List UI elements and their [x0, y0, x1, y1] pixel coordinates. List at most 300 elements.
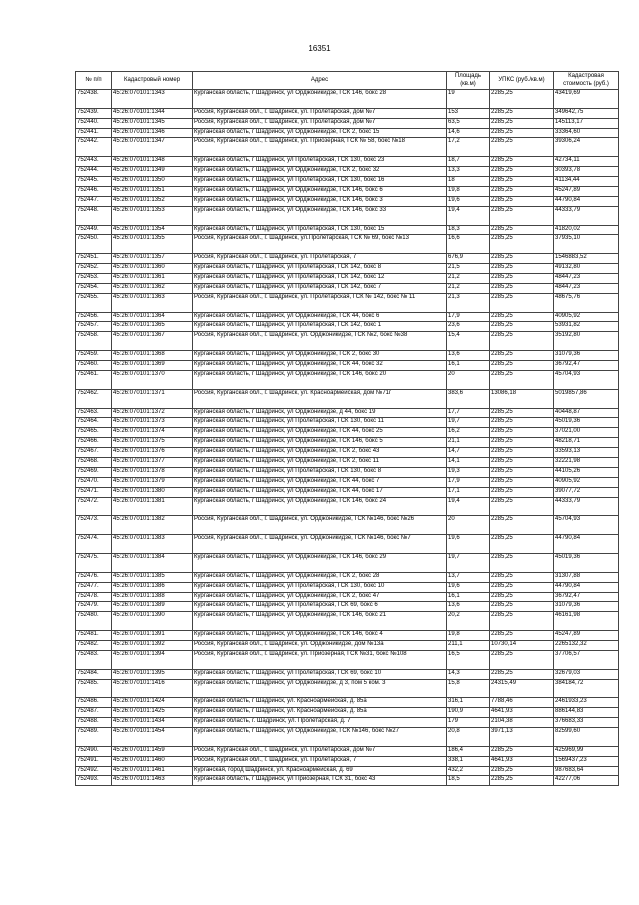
- cell-address: Курганская область, г Шадринск, ул Пролетарская, ГСК 130, бокс 11: [193, 418, 447, 428]
- cell-upks: 2285,25: [490, 322, 554, 332]
- cell-address: Россия, Курганская обл., г. Шадринск, ул. Пролетарская, дом №7: [193, 108, 447, 118]
- cell-num: 752449.: [76, 225, 112, 235]
- cell-area: 211,1: [447, 640, 490, 650]
- table-row: [76, 177, 619, 187]
- cell-num: 752453.: [76, 273, 112, 283]
- cell-cadastral-number: 45:26:070101:1362: [112, 283, 193, 293]
- cell-num: 752441.: [76, 128, 112, 138]
- cell-area: 338,1: [447, 756, 490, 766]
- cell-upks: 2285,25: [490, 457, 554, 467]
- cell-cadastral-cost: 425969,99: [554, 746, 619, 756]
- table-row: [76, 118, 619, 128]
- cell-cadastral-number: 45:26:070101:1375: [112, 438, 193, 448]
- cell-address: Курганская область, г Шадринск, ул Орджоникидзе, ГСК 146, бокс 3: [193, 196, 447, 206]
- table-row: [76, 322, 619, 332]
- cell-cadastral-number: 45:26:070101:1380: [112, 487, 193, 497]
- cell-address: Россия, Курганская обл., г. Шадринск, ул.Пролетарская, ГСК № 69, бокс №13: [193, 235, 447, 254]
- cell-area: 316,1: [447, 698, 490, 708]
- table-row: [76, 708, 619, 718]
- cell-address: Курганская область, г Шадринск, ул Орджоникидзе, ГСК 146, бокс 28: [193, 90, 447, 109]
- cell-area: 19,6: [447, 535, 490, 554]
- cell-cadastral-number: 45:26:070101:1379: [112, 477, 193, 487]
- cell-cadastral-number: 45:26:070101:1352: [112, 196, 193, 206]
- table-row: [76, 640, 619, 650]
- cell-cadastral-number: 45:26:070101:1372: [112, 408, 193, 418]
- cell-area: 19,8: [447, 631, 490, 641]
- cell-num: 752460.: [76, 361, 112, 371]
- cell-address: Курганская область, г Шадринск, ул Орджоникидзе, д 44, бокс 19: [193, 408, 447, 418]
- cell-num: 752488.: [76, 718, 112, 728]
- cell-cadastral-number: 45:26:070101:1390: [112, 612, 193, 631]
- cell-address: Курганская область, г Шадринск, ул Пролетарская, ГСК 142, бокс 1: [193, 322, 447, 332]
- cell-address: Россия, Курганская обл., г. Шадринск, ул. Орджоникидзе, ГСК №146, бокс №26: [193, 516, 447, 535]
- table-row: [76, 553, 619, 572]
- table-row: [76, 582, 619, 592]
- cell-area: 19,7: [447, 418, 490, 428]
- cell-cadastral-cost: 49132,80: [554, 264, 619, 274]
- cell-upks: 2285,25: [490, 167, 554, 177]
- cell-address: Курганская область, г Шадринск, ул Приозерная, ГСК 31, бокс 43: [193, 776, 447, 786]
- cell-area: 13,6: [447, 602, 490, 612]
- table-row: [76, 572, 619, 582]
- table-row: [76, 535, 619, 554]
- cell-cadastral-cost: 53931,82: [554, 322, 619, 332]
- cell-cadastral-number: 45:26:070101:1434: [112, 718, 193, 728]
- table-row: [76, 206, 619, 225]
- table-row: [76, 516, 619, 535]
- cell-upks: 2285,25: [490, 418, 554, 428]
- cell-num: 752482.: [76, 640, 112, 650]
- cell-address: Россия, Курганская обл., г. Шадринск, ул. Пролетарская, 7: [193, 756, 447, 766]
- cell-address: Курганская область, г Шадринск, ул. Красноармейская, д. 85а: [193, 708, 447, 718]
- cell-address: Курганская область, г Шадринск, ул Орджоникидзе, ГСК 44, бокс 17: [193, 487, 447, 497]
- cell-upks: 2285,25: [490, 177, 554, 187]
- cell-area: 676,9: [447, 254, 490, 264]
- cell-upks: 2285,25: [490, 408, 554, 418]
- cell-area: 20,2: [447, 612, 490, 631]
- cell-upks: 2285,25: [490, 351, 554, 361]
- cell-cadastral-cost: 41134,44: [554, 177, 619, 187]
- cell-num: 752467.: [76, 448, 112, 458]
- cell-num: 752485.: [76, 679, 112, 698]
- cell-num: 752459.: [76, 351, 112, 361]
- cell-area: 18: [447, 177, 490, 187]
- cell-upks: 2285,25: [490, 90, 554, 109]
- header-cadastral-number: Кадастровый номер: [112, 72, 193, 90]
- cell-cadastral-number: 45:26:070101:1365: [112, 322, 193, 332]
- cell-upks: 2285,25: [490, 157, 554, 167]
- cell-upks: 2285,25: [490, 225, 554, 235]
- cadastral-table: [75, 71, 619, 786]
- cell-area: 14,3: [447, 669, 490, 679]
- cell-address: Курганская область, г. Шадринск, ул. Пролетарская, д. 7: [193, 718, 447, 728]
- cell-upks: 2285,25: [490, 582, 554, 592]
- cell-upks: 2285,25: [490, 273, 554, 283]
- cell-upks: 24315,49: [490, 679, 554, 698]
- cell-num: 752440.: [76, 118, 112, 128]
- cell-cadastral-cost: 44790,84: [554, 196, 619, 206]
- table-header-row: [76, 72, 619, 90]
- table-row: [76, 293, 619, 312]
- cell-area: 16,6: [447, 235, 490, 254]
- cell-num: 752491.: [76, 756, 112, 766]
- cell-area: 16,1: [447, 361, 490, 371]
- cell-num: 752466.: [76, 438, 112, 448]
- cell-cadastral-cost: 42734,11: [554, 157, 619, 167]
- cell-num: 752463.: [76, 408, 112, 418]
- cell-upks: 2285,25: [490, 370, 554, 389]
- cell-num: 752472.: [76, 497, 112, 516]
- cell-cadastral-cost: 36792,47: [554, 592, 619, 602]
- cell-num: 752447.: [76, 196, 112, 206]
- cell-area: 179: [447, 718, 490, 728]
- cell-address: Россия, Курганская обл., г. Шадринск, ул. Красноармейская, дом №71г: [193, 389, 447, 408]
- cell-upks: 2285,25: [490, 186, 554, 196]
- cell-cadastral-number: 45:26:070101:1460: [112, 756, 193, 766]
- cell-cadastral-number: 45:26:070101:1357: [112, 254, 193, 264]
- cell-cadastral-cost: 1546883,52: [554, 254, 619, 264]
- table-row: [76, 448, 619, 458]
- table-row: [76, 592, 619, 602]
- cell-area: 21,3: [447, 293, 490, 312]
- cell-num: 752465.: [76, 428, 112, 438]
- cell-area: 21,2: [447, 273, 490, 283]
- cell-cadastral-number: 45:26:070101:1360: [112, 264, 193, 274]
- cell-address: Курганская область, г Шадринск, ул Орджоникидзе, ГСК 146, бокс 33: [193, 206, 447, 225]
- cell-address: Курганская область, г Шадринск, ул Орджоникидзе, ГСК 2, бокс 47: [193, 592, 447, 602]
- cell-area: 15,8: [447, 679, 490, 698]
- cell-address: Россия, Курганская обл., г. Шадринск, ул. Орджоникидзе, дом №13а: [193, 640, 447, 650]
- cell-address: Курганская область, г Шадринск, ул Орджоникидзе, д 3, пом 5 ком. 3: [193, 679, 447, 698]
- cell-num: 752470.: [76, 477, 112, 487]
- cell-area: 19: [447, 90, 490, 109]
- table-row: [76, 157, 619, 167]
- table-row: [76, 351, 619, 361]
- table-row: [76, 138, 619, 157]
- cell-num: 752480.: [76, 612, 112, 631]
- cell-address: Россия, Курганская обл., г. Шадринск, ул. Пролетарская, дом №7: [193, 746, 447, 756]
- cell-upks: 2285,25: [490, 602, 554, 612]
- table-row: [76, 487, 619, 497]
- cell-area: 17,2: [447, 138, 490, 157]
- cell-cadastral-cost: 48447,23: [554, 283, 619, 293]
- cell-num: 752456.: [76, 312, 112, 322]
- cell-cadastral-cost: 48218,71: [554, 438, 619, 448]
- cell-cadastral-number: 45:26:070101:1392: [112, 640, 193, 650]
- cell-upks: 2104,38: [490, 718, 554, 728]
- cell-cadastral-cost: 39306,24: [554, 138, 619, 157]
- cell-cadastral-number: 45:26:070101:1348: [112, 157, 193, 167]
- table-row: [76, 698, 619, 708]
- cell-cadastral-number: 45:26:070101:1382: [112, 516, 193, 535]
- cell-cadastral-cost: 31079,36: [554, 602, 619, 612]
- cell-area: 19,4: [447, 206, 490, 225]
- cell-num: 752455.: [76, 293, 112, 312]
- cell-num: 752469.: [76, 467, 112, 477]
- cell-cadastral-cost: 45704,93: [554, 370, 619, 389]
- cell-num: 752468.: [76, 457, 112, 467]
- cell-num: 752476.: [76, 572, 112, 582]
- cell-address: Россия, Курганская обл., г. Шадринск, ул. Пролетарская, дом №7: [193, 118, 447, 128]
- cell-cadastral-cost: 35192,80: [554, 332, 619, 351]
- cell-area: 383,6: [447, 389, 490, 408]
- cell-num: 752489.: [76, 728, 112, 747]
- cell-cadastral-number: 45:26:070101:1385: [112, 572, 193, 582]
- cell-address: Курганская область, г Шадринск, ул Пролетарская, ГСК 130, бокс 8: [193, 467, 447, 477]
- cell-area: 13,6: [447, 351, 490, 361]
- cell-address: Курганская область, г Шадринск, ул Орджоникидзе, ГСК 2, бокс 28: [193, 572, 447, 582]
- cell-upks: 3971,13: [490, 728, 554, 747]
- cell-address: Курганская область, г Шадринск, ул Орджоникидзе, ГСК 44, бокс 32: [193, 361, 447, 371]
- cell-num: 752450.: [76, 235, 112, 254]
- table-row: [76, 756, 619, 766]
- cell-address: Россия, Курганская обл., г. Шадринск, ул. Приозерная, ГСК №31, бокс №108: [193, 650, 447, 669]
- header-num: № п/п: [76, 72, 112, 90]
- table-row: [76, 428, 619, 438]
- cell-num: 752464.: [76, 418, 112, 428]
- cell-upks: 2285,25: [490, 128, 554, 138]
- header-cadastral-cost: Кадастровая стоимость (руб.): [554, 72, 619, 90]
- cell-cadastral-number: 45:26:070101:1454: [112, 728, 193, 747]
- cell-area: 432,2: [447, 766, 490, 776]
- cell-num: 752477.: [76, 582, 112, 592]
- cell-area: 16,1: [447, 592, 490, 602]
- cell-cadastral-number: 45:26:070101:1346: [112, 128, 193, 138]
- cell-cadastral-number: 45:26:070101:1347: [112, 138, 193, 157]
- cell-num: 752487.: [76, 708, 112, 718]
- cell-cadastral-number: 45:26:070101:1386: [112, 582, 193, 592]
- cell-upks: 2285,25: [490, 448, 554, 458]
- cell-cadastral-number: 45:26:070101:1369: [112, 361, 193, 371]
- cell-cadastral-cost: 32221,98: [554, 457, 619, 467]
- cell-address: Курганская область, г Шадринск, ул Пролетарская, ГСК 69, бокс 6: [193, 602, 447, 612]
- cell-upks: 2285,25: [490, 428, 554, 438]
- cell-upks: 2285,25: [490, 108, 554, 118]
- cell-cadastral-cost: 45019,36: [554, 418, 619, 428]
- cell-address: Курганская, город Шадринск, ул. Красноармейская, д. 69: [193, 766, 447, 776]
- table-row: [76, 418, 619, 428]
- table-row: [76, 264, 619, 274]
- table-row: [76, 108, 619, 118]
- cell-area: 21,5: [447, 264, 490, 274]
- cell-cadastral-cost: 40905,92: [554, 477, 619, 487]
- cell-cadastral-cost: 349642,75: [554, 108, 619, 118]
- table-row: [76, 370, 619, 389]
- cell-cadastral-number: 45:26:070101:1370: [112, 370, 193, 389]
- cell-upks: 2285,25: [490, 312, 554, 322]
- cell-upks: 4641,93: [490, 708, 554, 718]
- table-row: [76, 766, 619, 776]
- cell-address: Курганская область, г Шадринск, ул Орджоникидзе, ГСК 2, бокс 43: [193, 448, 447, 458]
- cell-cadastral-cost: 1569437,23: [554, 756, 619, 766]
- cell-cadastral-cost: 48675,76: [554, 293, 619, 312]
- cell-num: 752446.: [76, 186, 112, 196]
- cell-area: 21,2: [447, 283, 490, 293]
- table-row: [76, 283, 619, 293]
- table-row: [76, 631, 619, 641]
- cell-num: 752443.: [76, 157, 112, 167]
- table-row: [76, 718, 619, 728]
- table-row: [76, 438, 619, 448]
- cell-address: Курганская область, г Шадринск, ул Орджоникидзе, ГСК 146, бокс 20: [193, 370, 447, 389]
- cell-area: 21,1: [447, 438, 490, 448]
- cell-num: 752438.: [76, 90, 112, 109]
- cell-cadastral-number: 45:26:070101:1377: [112, 457, 193, 467]
- cell-num: 752448.: [76, 206, 112, 225]
- cell-cadastral-cost: 40448,87: [554, 408, 619, 418]
- cell-address: Курганская область, г Шадринск, ул Орджоникидзе, ГСК №146, бокс №27: [193, 728, 447, 747]
- cell-cadastral-cost: 45247,89: [554, 631, 619, 641]
- table-row: [76, 389, 619, 408]
- cell-area: 20: [447, 370, 490, 389]
- cell-area: 18,3: [447, 225, 490, 235]
- cell-upks: 2285,25: [490, 650, 554, 669]
- table-row: [76, 332, 619, 351]
- table-row: [76, 467, 619, 477]
- cell-cadastral-number: 45:26:070101:1371: [112, 389, 193, 408]
- cell-area: 17,1: [447, 487, 490, 497]
- cell-cadastral-number: 45:26:070101:1388: [112, 592, 193, 602]
- table-row: [76, 669, 619, 679]
- cell-num: 752461.: [76, 370, 112, 389]
- header-upks: УПКС (руб./кв.м): [490, 72, 554, 90]
- table-row: [76, 186, 619, 196]
- cell-upks: 13086,18: [490, 389, 554, 408]
- cell-num: 752474.: [76, 535, 112, 554]
- cell-num: 752439.: [76, 108, 112, 118]
- cell-cadastral-cost: 31079,36: [554, 351, 619, 361]
- cell-upks: 2285,25: [490, 592, 554, 602]
- cell-num: 752484.: [76, 669, 112, 679]
- cell-upks: 2285,25: [490, 497, 554, 516]
- cell-upks: 2285,25: [490, 264, 554, 274]
- table-body: [76, 90, 619, 786]
- cell-area: 19,3: [447, 467, 490, 477]
- cell-area: 13,7: [447, 572, 490, 582]
- table-row: [76, 408, 619, 418]
- cell-cadastral-cost: 987683,64: [554, 766, 619, 776]
- cell-cadastral-number: 45:26:070101:1416: [112, 679, 193, 698]
- cell-address: Россия, Курганская обл., г. Шадринск, ул. Приозерная, ГСК № 58, бокс №18: [193, 138, 447, 157]
- cell-upks: 2285,25: [490, 572, 554, 582]
- table-row: [76, 746, 619, 756]
- cell-address: Курганская область, г Шадринск, ул Пролетарская, ГСК 130, бокс 16: [193, 177, 447, 187]
- cell-upks: 2285,25: [490, 138, 554, 157]
- cell-address: Курганская область, г Шадринск, ул Орджоникидзе, ГСК 146, бокс 6: [193, 186, 447, 196]
- cell-upks: 2285,25: [490, 206, 554, 225]
- cell-cadastral-cost: 44105,26: [554, 467, 619, 477]
- cell-cadastral-cost: 33364,60: [554, 128, 619, 138]
- cell-num: 752444.: [76, 167, 112, 177]
- cell-cadastral-cost: 2265132,32: [554, 640, 619, 650]
- cell-address: Курганская область, г Шадринск, ул Орджоникидзе, ГСК 146, бокс 29: [193, 553, 447, 572]
- table-row: [76, 728, 619, 747]
- cell-area: 17,9: [447, 312, 490, 322]
- cell-address: Курганская область, г Шадринск, ул Орджоникидзе, ГСК 44, бокс 6: [193, 312, 447, 322]
- cell-area: 14,7: [447, 448, 490, 458]
- cell-cadastral-number: 45:26:070101:1389: [112, 602, 193, 612]
- cell-upks: 2285,25: [490, 487, 554, 497]
- cell-upks: 2285,25: [490, 766, 554, 776]
- cell-area: 19,7: [447, 553, 490, 572]
- cell-cadastral-cost: 36792,47: [554, 361, 619, 371]
- cell-cadastral-number: 45:26:070101:1343: [112, 90, 193, 109]
- cell-upks: 4641,93: [490, 756, 554, 766]
- cell-address: Россия, Курганская обл., г. Шадринск, ул. Орджоникидзе, ГСК №2, бокс №38: [193, 332, 447, 351]
- table-row: [76, 254, 619, 264]
- cell-address: Курганская область, г Шадринск, ул Пролетарская, ГСК 142, бокс 12: [193, 273, 447, 283]
- header-address: Адрес: [193, 72, 447, 90]
- cell-cadastral-cost: 42277,06: [554, 776, 619, 786]
- cell-upks: 2285,25: [490, 477, 554, 487]
- cell-upks: 2285,25: [490, 196, 554, 206]
- cell-address: Курганская область, г Шадринск, ул Пролетарская, ГСК 142, бокс 7: [193, 283, 447, 293]
- cell-address: Курганская область, г Шадринск, ул Орджоникидзе, ГСК 146, бокс 24: [193, 497, 447, 516]
- cell-area: 19,8: [447, 186, 490, 196]
- cell-cadastral-number: 45:26:070101:1383: [112, 535, 193, 554]
- cell-upks: 2285,25: [490, 467, 554, 477]
- cell-cadastral-number: 45:26:070101:1355: [112, 235, 193, 254]
- cell-cadastral-cost: 44333,79: [554, 497, 619, 516]
- cell-cadastral-cost: 45704,93: [554, 516, 619, 535]
- cell-cadastral-cost: 41820,02: [554, 225, 619, 235]
- cell-cadastral-cost: 2461933,23: [554, 698, 619, 708]
- cell-cadastral-cost: 37021,00: [554, 428, 619, 438]
- table-row: [76, 612, 619, 631]
- table-row: [76, 273, 619, 283]
- cell-area: 153: [447, 108, 490, 118]
- cell-upks: 2285,25: [490, 254, 554, 264]
- cell-cadastral-number: 45:26:070101:1425: [112, 708, 193, 718]
- cell-upks: 2285,25: [490, 438, 554, 448]
- cell-cadastral-cost: 44790,84: [554, 582, 619, 592]
- cell-cadastral-cost: 376683,33: [554, 718, 619, 728]
- cell-address: Курганская область, г Шадринск, ул Пролетарская, ГСК 69, бокс 10: [193, 669, 447, 679]
- cell-cadastral-cost: 43419,69: [554, 90, 619, 109]
- cell-area: 16,2: [447, 428, 490, 438]
- table-row: [76, 235, 619, 254]
- cell-cadastral-cost: 32679,03: [554, 669, 619, 679]
- cell-cadastral-number: 45:26:070101:1463: [112, 776, 193, 786]
- page-number: 16351: [308, 44, 331, 53]
- cell-num: 752458.: [76, 332, 112, 351]
- cell-cadastral-number: 45:26:070101:1351: [112, 186, 193, 196]
- cell-area: 20: [447, 516, 490, 535]
- cell-num: 752483.: [76, 650, 112, 669]
- cell-cadastral-number: 45:26:070101:1345: [112, 118, 193, 128]
- cell-cadastral-number: 45:26:070101:1373: [112, 418, 193, 428]
- cell-cadastral-number: 45:26:070101:1459: [112, 746, 193, 756]
- cell-area: 14,1: [447, 457, 490, 467]
- cell-num: 752479.: [76, 602, 112, 612]
- cell-cadastral-number: 45:26:070101:1361: [112, 273, 193, 283]
- cell-address: Курганская область, г Шадринск, ул Орджоникидзе, ГСК 146, бокс 5: [193, 438, 447, 448]
- cell-area: 190,9: [447, 708, 490, 718]
- cell-cadastral-number: 45:26:070101:1378: [112, 467, 193, 477]
- cell-upks: 10730,14: [490, 640, 554, 650]
- cell-cadastral-number: 45:26:070101:1354: [112, 225, 193, 235]
- table-row: [76, 90, 619, 109]
- cell-cadastral-cost: 30393,78: [554, 167, 619, 177]
- cell-cadastral-cost: 886144,83: [554, 708, 619, 718]
- cell-area: 18,7: [447, 157, 490, 167]
- cell-address: Курганская область, г Шадринск, ул. Красноармейская, д. 85а: [193, 698, 447, 708]
- cell-cadastral-number: 45:26:070101:1376: [112, 448, 193, 458]
- table-row: [76, 497, 619, 516]
- cell-area: 16,5: [447, 650, 490, 669]
- cell-upks: 2285,25: [490, 361, 554, 371]
- cell-area: 19,6: [447, 196, 490, 206]
